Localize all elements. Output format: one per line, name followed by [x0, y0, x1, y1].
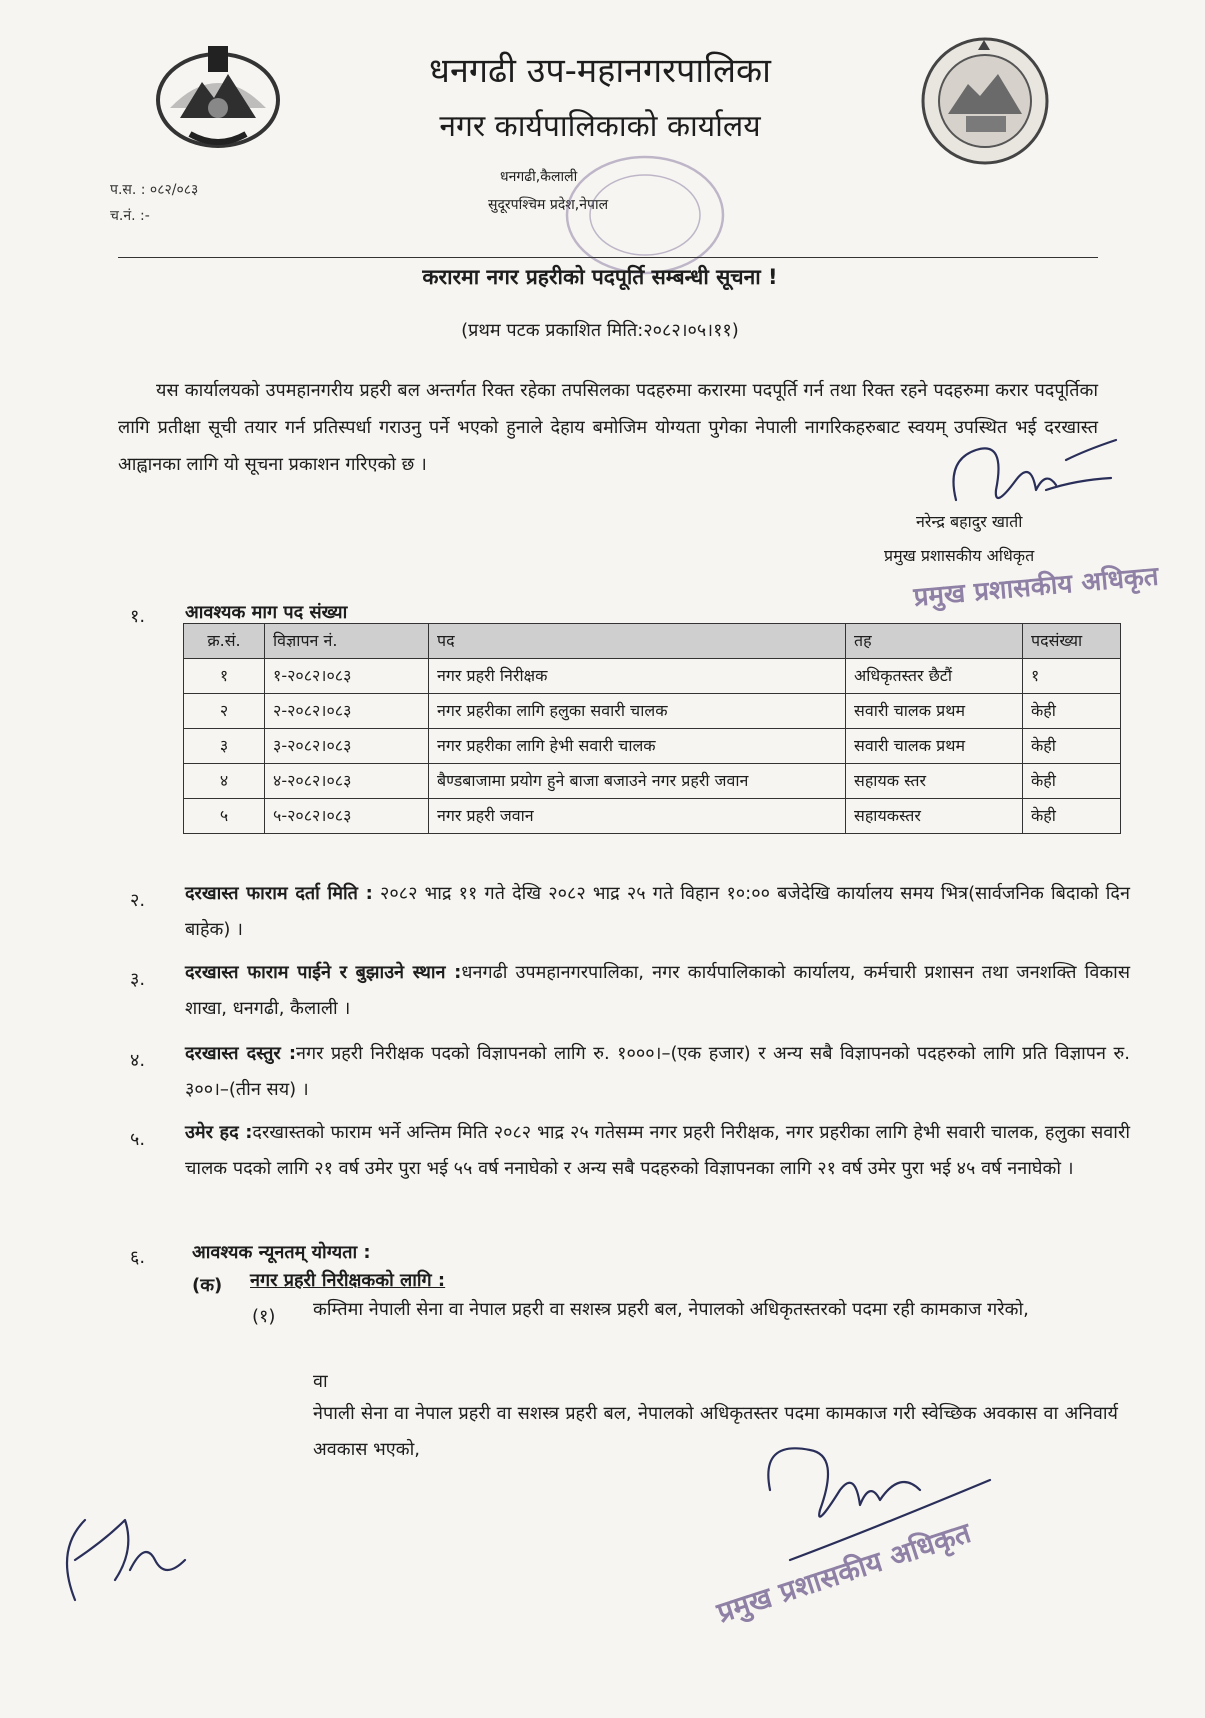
cell: सहायकस्तर — [846, 799, 1023, 834]
reference-number: प.स. : ०८२/०८३ — [110, 182, 199, 198]
office-name: नगर कार्यपालिकाको कार्यालय — [439, 109, 761, 144]
col-header-count: पदसंख्या — [1023, 624, 1121, 659]
cell: केही — [1023, 729, 1121, 764]
cell: ४-२०८२।०८३ — [265, 764, 429, 799]
table-row — [184, 694, 1121, 729]
nepal-emblem-logo — [150, 38, 286, 156]
section-6-sub-label: (क) — [192, 1275, 223, 1296]
section-3-label: दरखास्त फाराम पाईने र बुझाउने स्थान : — [185, 962, 462, 983]
cell: १ — [1023, 659, 1121, 694]
section-2-number: २. — [130, 890, 146, 911]
col-header-sn: क्र.सं. — [184, 624, 265, 659]
cell: नगर प्रहरी जवान — [429, 799, 846, 834]
col-header-post: पद — [429, 624, 846, 659]
cell: सवारी चालक प्रथम — [846, 694, 1023, 729]
table-row — [184, 764, 1121, 799]
table-header-row — [184, 624, 1121, 659]
section-3-body — [185, 955, 1130, 1027]
section-4-body — [185, 1036, 1130, 1108]
section-2-text: २०८२ भाद्र ११ गते देखि २०८२ भाद्र २५ गते विहान १०:०० बजेदेखि कार्यालय समय भित्र(सार्वजनिक बिदाको दिन बाहेक) । — [185, 883, 1130, 940]
cell: २ — [184, 694, 265, 729]
cell: नगर प्रहरी निरीक्षक — [429, 659, 846, 694]
cell: ३-२०८२।०८३ — [265, 729, 429, 764]
cell: नगर प्रहरीका लागि हलुका सवारी चालक — [429, 694, 846, 729]
table-row — [184, 659, 1121, 694]
cell: बैण्डबाजामा प्रयोग हुने बाजा बजाउने नगर प्रहरी जवान — [429, 764, 846, 799]
section-6-item-or: वा — [313, 1371, 328, 1392]
section-4-text: नगर प्रहरी निरीक्षक पदको विज्ञापनको लागि रु. १०००।–(एक हजार) र अन्य सबै विज्ञापनको पदहरुको लागि प्रति विज्ञापन रु. ३००।–(तीन सय) । — [185, 1043, 1130, 1100]
published-date: (प्रथम पटक प्रकाशित मिति:२०८२।०५।११) — [461, 320, 739, 341]
section-4-label: दरखास्त दस्तुर : — [185, 1043, 297, 1064]
section-4-number: ४. — [130, 1050, 146, 1071]
cell: केही — [1023, 799, 1121, 834]
org-name: धनगढी उप-महानगरपालिका — [429, 51, 771, 91]
cell: ४ — [184, 764, 265, 799]
section-5-number: ५. — [130, 1129, 146, 1150]
role-stamp-bottom: प्रमुख प्रशासकीय अधिकृत — [712, 1516, 975, 1630]
table-row — [184, 799, 1121, 834]
section-1-title: आवश्यक माग पद संख्या — [185, 602, 348, 623]
cell: ५-२०८२।०८३ — [265, 799, 429, 834]
address-city: धनगढी,कैलाली — [500, 169, 578, 185]
cell: १ — [184, 659, 265, 694]
cell: अधिकृतस्तर छैटौं — [846, 659, 1023, 694]
col-header-level: तह — [846, 624, 1023, 659]
notice-heading: करारमा नगर प्रहरीको पदपूर्ति सम्बन्धी सूचना ! — [422, 265, 778, 289]
posts-table — [183, 623, 1121, 834]
section-3-number: ३. — [130, 969, 146, 990]
cell: १-२०८२।०८३ — [265, 659, 429, 694]
cell: केही — [1023, 694, 1121, 729]
section-6-number: ६. — [130, 1247, 146, 1268]
section-2-label: दरखास्त फाराम दर्ता मिति : — [185, 883, 373, 904]
section-6-title: आवश्यक न्यूनतम् योग्यता : — [192, 1242, 371, 1263]
signature — [936, 430, 1126, 520]
col-header-ad-no: विज्ञापन नं. — [265, 624, 429, 659]
signatory-name: नरेन्द्र बहादुर खाती — [916, 512, 1023, 531]
cell: ५ — [184, 799, 265, 834]
role-stamp: प्रमुख प्रशासकीय अधिकृत — [912, 561, 1160, 613]
section-6-item-text1: कम्तिमा नेपाली सेना वा नेपाल प्रहरी वा सशस्त्र प्रहरी बल, नेपालको अधिकृतस्तरको पदमा रही कामकाज गरेको, — [313, 1299, 1029, 1320]
section-6-sub-title: नगर प्रहरी निरीक्षकको लागि : — [250, 1270, 446, 1291]
cell: ३ — [184, 729, 265, 764]
cell: सवारी चालक प्रथम — [846, 729, 1023, 764]
section-6-item-text2: नेपाली सेना वा नेपाल प्रहरी वा सशस्त्र प्रहरी बल, नेपालको अधिकृतस्तर पदमा कामकाज गरी स्वेच्छिक अवकास वा अनिवार्य अवकास भएको, — [313, 1403, 1118, 1460]
dispatch-number: च.नं. :- — [110, 208, 150, 224]
header-divider — [118, 257, 1098, 258]
table-row — [184, 729, 1121, 764]
intro-paragraph: यस कार्यालयको उपमहानगरीय प्रहरी बल अन्तर्गत रिक्त रहेका तपसिलका पदहरुमा करारमा पदपूर्ति गर्न तथा रिक्त रहने पदहरुमा करार पदपूर्तिका लागि प्रतीक्षा सूची तयार गर्न प्रतिस्पर्धा गराउनु पर्ने भएको हुनाले देहाय बमोजिम योग्यता पुगेका नेपाली नागरिकहरुबाट स्वयम् उपस्थित भई दरखास्त आह्वानका लागि यो सूचना प्रकाशन गरिएको छ । — [118, 380, 1098, 475]
section-5-body — [185, 1115, 1130, 1187]
cell: सहायक स्तर — [846, 764, 1023, 799]
cell: केही — [1023, 764, 1121, 799]
signatory-role: प्रमुख प्रशासकीय अधिकृत — [884, 546, 1035, 565]
initials-signature — [45, 1500, 205, 1620]
section-3-text: धनगढी उपमहानगरपालिका, नगर कार्यपालिकाको कार्यालय, कर्मचारी प्रशासन तथा जनशक्ति विकास शाखा, धनगढी, कैलाली । — [185, 962, 1131, 1019]
address-province: सुदूरपश्चिम प्रदेश,नेपाल — [488, 197, 609, 213]
section-6-item-label: (१) — [252, 1306, 276, 1327]
office-stamp — [560, 150, 730, 280]
section-2-body — [185, 876, 1130, 948]
section-1-number: १. — [130, 606, 146, 627]
section-5-text: दरखास्तको फाराम भर्ने अन्तिम मिति २०८२ भाद्र २५ गतेसम्म नगर प्रहरी निरीक्षक, नगर प्रहरीका लागि हेभी सवारी चालक, हलुका सवारी चालक पदको लागि २१ वर्ष उमेर पुरा भई ५५ वर्ष ननाघेको र अन्य सबै पदहरुको विज्ञापनका लागि २१ वर्ष उमेर पुरा भई ४५ वर्ष ननाघेको । — [185, 1122, 1130, 1179]
cell: नगर प्रहरीका लागि हेभी सवारी चालक — [429, 729, 846, 764]
cell: २-२०८२।०८३ — [265, 694, 429, 729]
municipality-seal-logo — [918, 34, 1052, 168]
section-5-label: उमेर हद : — [185, 1122, 253, 1143]
